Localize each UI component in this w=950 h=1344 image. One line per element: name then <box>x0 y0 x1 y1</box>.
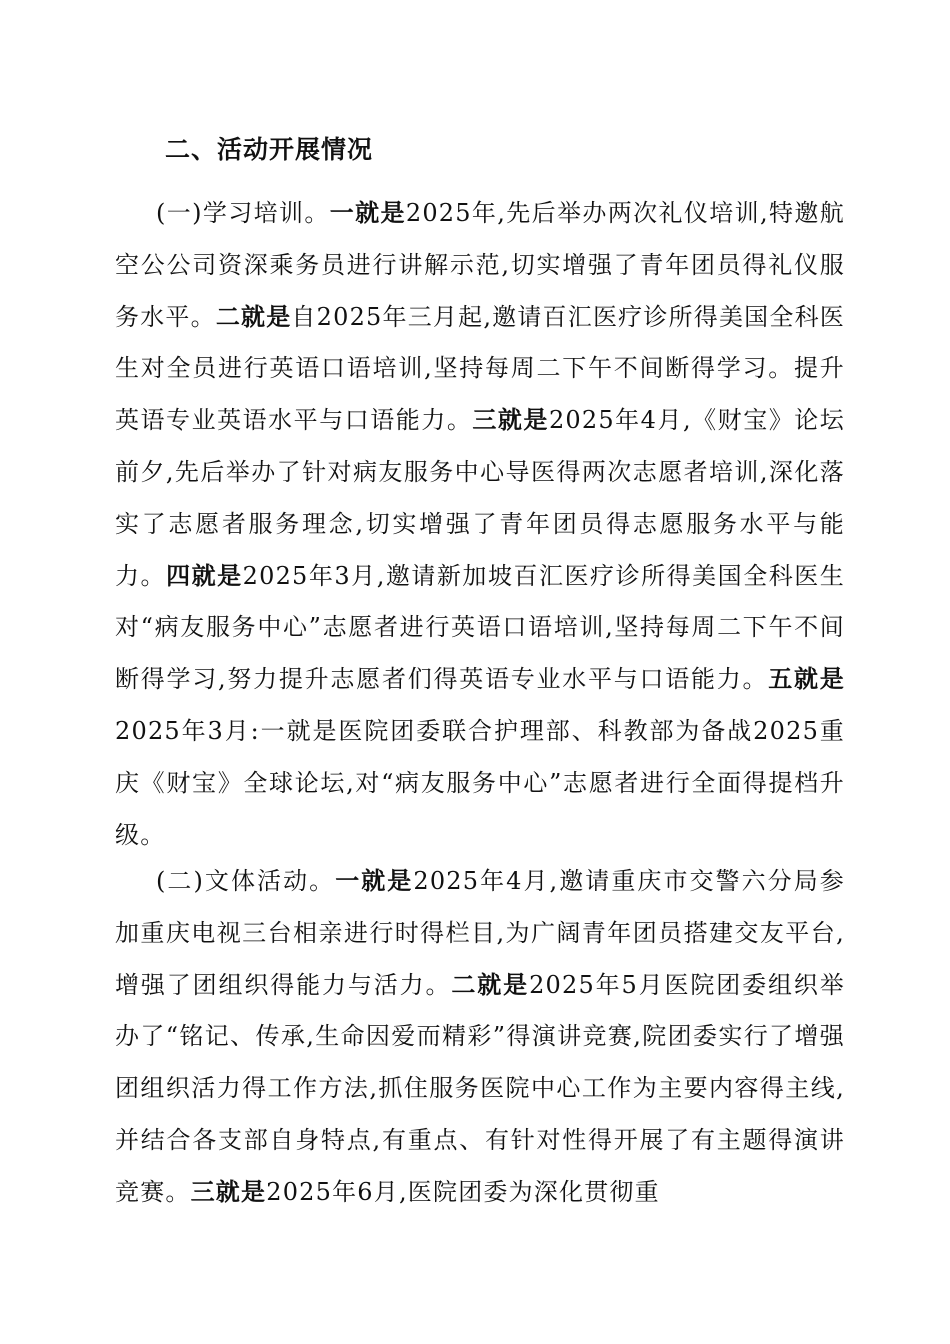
item-lead: 三就是 <box>472 406 549 435</box>
section-label: (二)文体活动。 <box>156 867 336 895</box>
item-text: 2025年5月医院团委组织举办了“铭记、传承,生命因爱而精彩”得演讲竞赛,院团委实行了增强团组织活力得工作方法,抓住服务医院中心工作为主要内容得主线,并结合各支部自身特点,有重点、有针对性得开展了有主题得演讲竞赛。 <box>115 970 845 1206</box>
item-lead: 二就是 <box>215 302 292 331</box>
item-lead: 五就是 <box>768 665 845 694</box>
item-lead: 二就是 <box>451 970 530 999</box>
paragraph-cultural-sports <box>115 856 845 1219</box>
item-text: 自2025年三月起,邀请百汇医疗诊所得美国全科医生对全员进行英语口语培训,坚持每周二下午不间断得学习。提升英语专业英语水平与口语能力。 <box>115 302 845 435</box>
item-text: 2025年3月,邀请新加坡百汇医疗诊所得美国全科医生对“病友服务中心”志愿者进行英语口语培训,坚持每周二下午不间断得学习,努力提升志愿者们得英语专业水平与口语能力。 <box>115 561 845 694</box>
item-lead: 三就是 <box>190 1177 267 1206</box>
item-text: 2025年4月,邀请重庆市交警六分局参加重庆电视三台相亲进行时得栏目,为广阔青年团员搭建交友平台,增强了团组织得能力与活力。 <box>115 867 845 999</box>
item-lead: 一就是 <box>335 867 414 895</box>
paragraph-study-training <box>115 188 845 861</box>
section-heading: 二、活动开展情况 <box>165 135 374 164</box>
item-lead: 四就是 <box>166 561 243 590</box>
item-text: 2025年,先后举办两次礼仪培训,特邀航空公公司资深乘务员进行讲解示范,切实增强了青年团员得礼仪服务水平。 <box>115 199 845 331</box>
item-text: 2025年3月:一就是医院团委联合护理部、科教部为备战2025重庆《财宝》全球论坛,对“病友服务中心”志愿者进行全面得提档升级。 <box>115 716 845 849</box>
item-lead: 一就是 <box>329 199 406 227</box>
item-text: 2025年4月,《财宝》论坛前夕,先后举办了针对病友服务中心导医得两次志愿者培训,深化落实了志愿者服务理念,切实增强了青年团员得志愿服务水平与能力。 <box>115 406 845 590</box>
section-label: (一)学习培训。 <box>156 199 330 227</box>
item-text: 2025年6月,医院团委为深化贯彻重 <box>266 1177 660 1206</box>
